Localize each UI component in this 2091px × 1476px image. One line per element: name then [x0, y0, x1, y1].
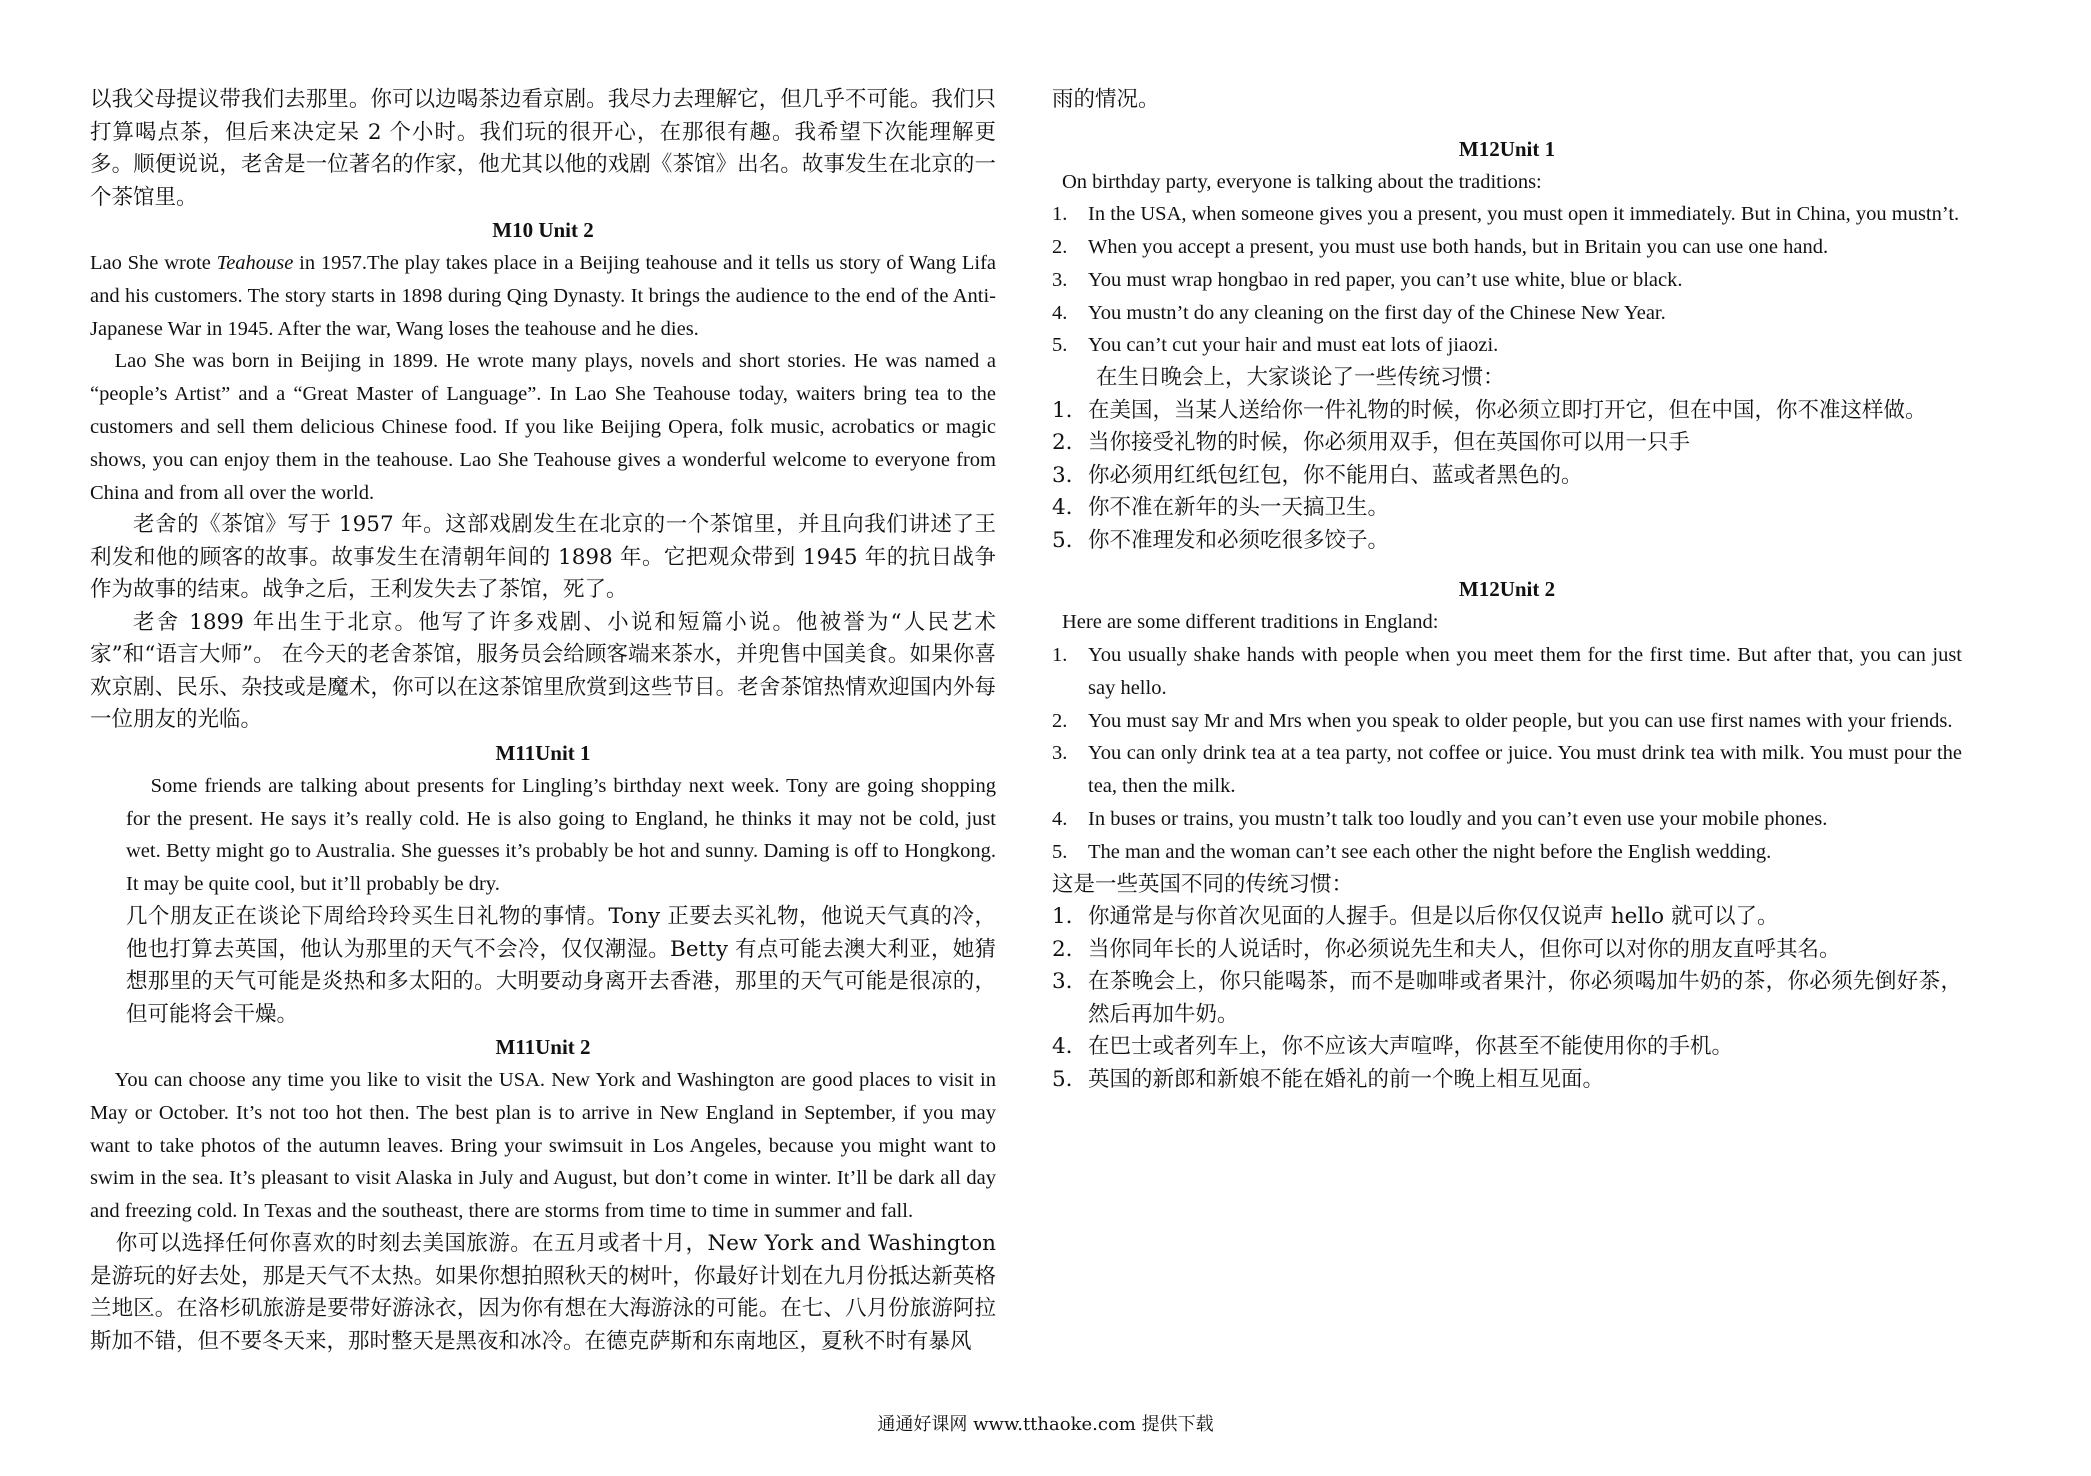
m12u2-intro-chinese: 这是一些英国不同的传统习惯： — [1052, 871, 1354, 897]
m12u2-intro-english: Here are some different traditions in England: — [1062, 611, 1439, 634]
m12u1-intro-chinese: 在生日晚会上，大家谈论了一些传统习惯： — [1096, 365, 1505, 391]
m11u1-english-paragraph: Some friends are talking about presents for Lingling’s birthday next week. Tony are going shopping for the present. He says it’s really cold. He is also going to England, he thinks it may not be cold, just wet. Betty might go to Australia. She guesses it’s probably be hot and sunny. Daming is off to Hongkong. It may be quite cool, but it’ll probably be dry. — [126, 774, 996, 896]
teahouse-title: Teahouse — [216, 252, 294, 274]
list-item: 3. You can only drink tea at a tea party, not coffee or juice. You must drink tea with milk. You must pour the tea, then the milk. — [1052, 742, 1962, 798]
section-heading-m12-unit2: M12Unit 2 — [1458, 577, 1556, 602]
list-item: 2. You must say Mr and Mrs when you speak to older people, but you can use first names with your friends. — [1052, 709, 1953, 732]
m10u2-paragraph-2: Lao She was born in Beijing in 1899. He wrote many plays, novels and short stories. He was named a “people’s Artist” and a “Great Master of Language”. In Lao She Teahouse today, waiters bring tea to the customers and sell them delicious Chinese food. If you like Beijing Opera, folk music, acrobatics or magic shows, you can enjoy them in the teahouse. Lao She Teahouse gives a wonderful welcome to everyone from China and from all over the world. — [90, 350, 996, 504]
m11u1-chinese-paragraph: 几个朋友正在谈论下周给玲玲买生日礼物的事情。Tony 正要去买礼物，他说天气真的冷，他也打算去英国，他认为那里的天气不会冷，仅仅潮湿。Betty 有点可能去澳大利亚，她猜想那里的天气可能是炎热和多太阳的。大明要动身离开去香港，那里的天气可能是很凉的，但可能将会干燥。 — [126, 904, 996, 1027]
left-column — [90, 84, 996, 1358]
section-heading-m11-unit2: M11Unit 2 — [495, 1035, 591, 1060]
m10u2-chinese-paragraph-2: 老舍 1899 年出生于北京。他写了许多戏剧、小说和短篇小说。他被誉为“人民艺术家”和“语言大师”。 在今天的老舍茶馆，服务员会给顾客端来茶水，并兜售中国美食。如果你喜欢京剧、民乐、杂技或是魔术，你可以在这茶馆里欣赏到这些节目。老舍茶馆热情欢迎国内外每一位朋友的光临。 — [90, 609, 996, 733]
m11u2-english-paragraph: You can choose any time you like to visit the USA. New York and Washington are good places to visit in May or October. It’s not too hot then. The best plan is to arrive in New England in September, if you may want to take photos of the autumn leaves. Bring your swimsuit in Los Angeles, because you might want to swim in the sea. It’s pleasant to visit Alaska in July and August, but don’t come in winter. It’ll be dark all day and freezing cold. In Texas and the southeast, there are storms from time to time in summer and fall. — [90, 1069, 996, 1223]
m10u2-p1-before: Lao She wrote — [90, 252, 217, 274]
list-item: 5. You can’t cut your hair and must eat lots of jiaozi. — [1052, 334, 1499, 357]
m11u1-block — [90, 770, 996, 1031]
list-item: 4. You mustn’t do any cleaning on the first day of the Chinese New Year. — [1052, 301, 1666, 324]
m10u2-chinese-paragraph-1: 老舍的《茶馆》写于 1957 年。这部戏剧发生在北京的一个茶馆里，并且向我们讲述了王利发和他的顾客的故事。故事发生在清朝年间的 1898 年。它把观众带到 1945 年的抗日战争作为故事的结束。战争之后，王利发失去了茶馆，死了。 — [90, 512, 996, 603]
list-item: 2. 当你接受礼物的时候，你必须用双手，但在英国你可以用一只手 — [1052, 430, 1691, 456]
list-item: 1. You usually shake hands with people when you meet them for the first time. But after that, you can just say hello. — [1052, 644, 1962, 699]
list-item: 3. 在茶晚会上，你只能喝茶，而不是咖啡或者果汁，你必须喝加牛奶的茶，你必须先倒好茶，然后再加牛奶。 — [1052, 969, 1962, 1027]
m12u1-english-list — [1052, 198, 1962, 362]
section-heading-m10-unit2: M10 Unit 2 — [492, 218, 594, 242]
list-item: 2. When you accept a present, you must use both hands, but in Britain you can use one hand. — [1052, 236, 1829, 259]
m12u1-chinese-list — [1052, 395, 1962, 558]
list-item: 4. In buses or trains, you mustn’t talk too loudly and you can’t even use your mobile phones. — [1052, 808, 1828, 831]
list-item: 3. You must wrap hongbao in red paper, you can’t use white, blue or black. — [1052, 268, 1683, 291]
right-column — [1052, 84, 1962, 1096]
intro-chinese-paragraph: 以我父母提议带我们去那里。你可以边喝茶边看京剧。我尽力去理解它，但几乎不可能。我们只打算喝点茶，但后来决定呆 2 个小时。我们玩的很开心，在那很有趣。我希望下次能理解更多。顺便说说，老舍是一位著名的作家，他尤其以他的戏剧《茶馆》出名。故事发生在北京的一个茶馆里。 — [90, 87, 996, 210]
list-item: 5. 你不准理发和必须吃很多饺子。 — [1052, 527, 1390, 553]
m12u1-intro-english: On birthday party, everyone is talking about the traditions: — [1062, 170, 1542, 193]
page-footer: 通通好课网 www.tthaoke.com 提供下载 — [877, 1414, 1214, 1435]
list-item: 4. 你不准在新年的头一天搞卫生。 — [1052, 495, 1390, 521]
section-heading-m11-unit1: M11Unit 1 — [495, 740, 591, 765]
list-item: 1. 你通常是与你首次见面的人握手。但是以后你仅仅说声 hello 就可以了。 — [1052, 904, 1779, 930]
list-item: 1. 在美国，当某人送给你一件礼物的时候，你必须立即打开它，但在中国，你不准这样做。 — [1052, 397, 1927, 423]
m11u2-chinese-paragraph: 你可以选择任何你喜欢的时刻去美国旅游。在五月或者十月，New York and Washington 是游玩的好去处，那是天气不太热。如果你想拍照秋天的树叶，你最好计划在九月份抵达新英格兰地区。在洛杉矶旅游是要带好游泳衣，因为你有想在大海游泳的可能。在七、八月份旅游阿拉斯加不错，但不要冬天来，那时整天是黑夜和冰冷。在德克萨斯和东南地区，夏秋不时有暴风 — [90, 1231, 996, 1354]
list-item: 3. 你必须用红纸包红包，你不能用白、蓝或者黑色的。 — [1052, 462, 1583, 488]
list-item: 5. The man and the woman can’t see each other the night before the English wedding. — [1052, 840, 1772, 863]
m12u2-chinese-list — [1052, 901, 1962, 1096]
list-item: 1. In the USA, when someone gives you a present, you must open it immediately. But in China, you mustn’t. — [1052, 203, 1960, 226]
m10u2-paragraph-1 — [90, 247, 996, 345]
section-heading-m12-unit1: M12Unit 1 — [1458, 136, 1556, 161]
list-item: 5. 英国的新郎和新娘不能在婚礼的前一个晚上相互见面。 — [1052, 1066, 1605, 1092]
m10u2-p1-after: in 1957.The play takes place in a Beijing teahouse and it tells us story of Wang Lifa and his customers. The story starts in 1898 during Qing Dynasty. It brings the audience to the end of the Anti-Japanese War in 1945. After the war, Wang loses the teahouse and he dies. — [90, 252, 997, 340]
list-item: 4. 在巴士或者列车上，你不应该大声喧哗，你甚至不能使用你的手机。 — [1052, 1034, 1734, 1060]
continued-chinese-text: 雨的情况。 — [1052, 87, 1160, 112]
list-item: 2. 当你同年长的人说话时，你必须说先生和夫人，但你可以对你的朋友直呼其名。 — [1052, 936, 1841, 962]
m12u2-english-list — [1052, 639, 1962, 869]
